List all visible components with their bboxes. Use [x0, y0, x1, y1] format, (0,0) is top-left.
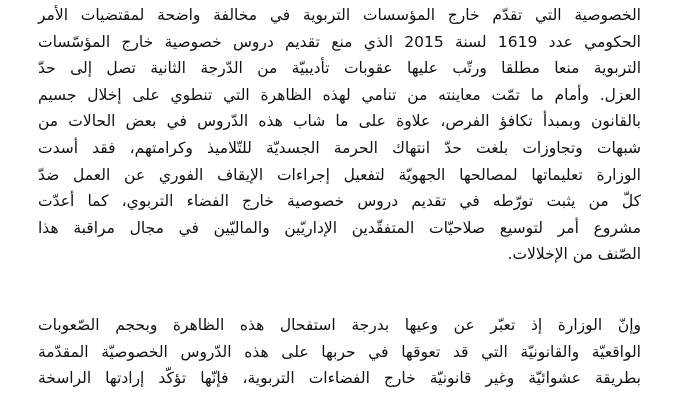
- text-line: الوزارة تعليماتها لمصالحها الجهويّة لتفعيل إجراءات الإيقاف الفوري عن العمل ضدّ: [38, 165, 641, 184]
- text-line: شبهات وتجاوزات بلغت حدّ انتهاك الحرمة الجسديّة للتّلاميذ وكرامتهم، فقد أسدت: [38, 138, 641, 157]
- text-line: الخصوصية التي تقدّم خارج المؤسسات التربوية في مخالفة واضحة لمقتضيات الأمر: [38, 6, 641, 24]
- text-line: مشروع أمر لتوسيع صلاحيّات المتفقّدين الإداريّين والماليّين في مجال مراقبة هذا: [38, 218, 641, 237]
- text-line: العزل. وأمام ما تمّت معاينته من تنامي لهذه الظاهرة التي تنطوي على إخلال جسيم: [38, 85, 641, 104]
- text-line-partial: بطريقة عشوائيّة وغير قانونيّة خارج الفضاءات التربوية، فإنّها تؤكّد إرادتها الراسخة: [38, 369, 641, 388]
- text-line: كلّ من يثبت تورّطه في تقديم دروس خصوصية خارج الفضاء التربوي، كما أعدّت: [38, 192, 641, 211]
- text-line: وإنّ الوزارة إذ تعبّر عن وعيها بدرجة استفحال هذه الظاهرة وبحجم الصّعوبات: [38, 316, 641, 334]
- paragraph-1: [38, 2, 641, 268]
- text-line: بالقانون وبمبدأ تكافؤ الفرص، علاوة على ما شاب هذه الدّروس في بعض الحالات من: [38, 112, 641, 131]
- text-line: الحكومي عدد 1619 لسنة 2015 الذي منع تقديم دروس خصوصية خارج المؤسّسات: [38, 32, 641, 51]
- text-line: الصّنف من الإخلالات.: [507, 245, 641, 264]
- text-line: الواقعيّة والقانونيّة التي قد تعوقها في حربها على هذه الدّروس الخصوصيّة المقدّمة: [38, 342, 641, 361]
- text-line: التربوية منعا مطلقا ورتّب عليها عقوبات تأديبيّة من الدّرجة الثانية تصل إلى حدّ: [38, 59, 641, 78]
- paragraph-2: [38, 312, 641, 388]
